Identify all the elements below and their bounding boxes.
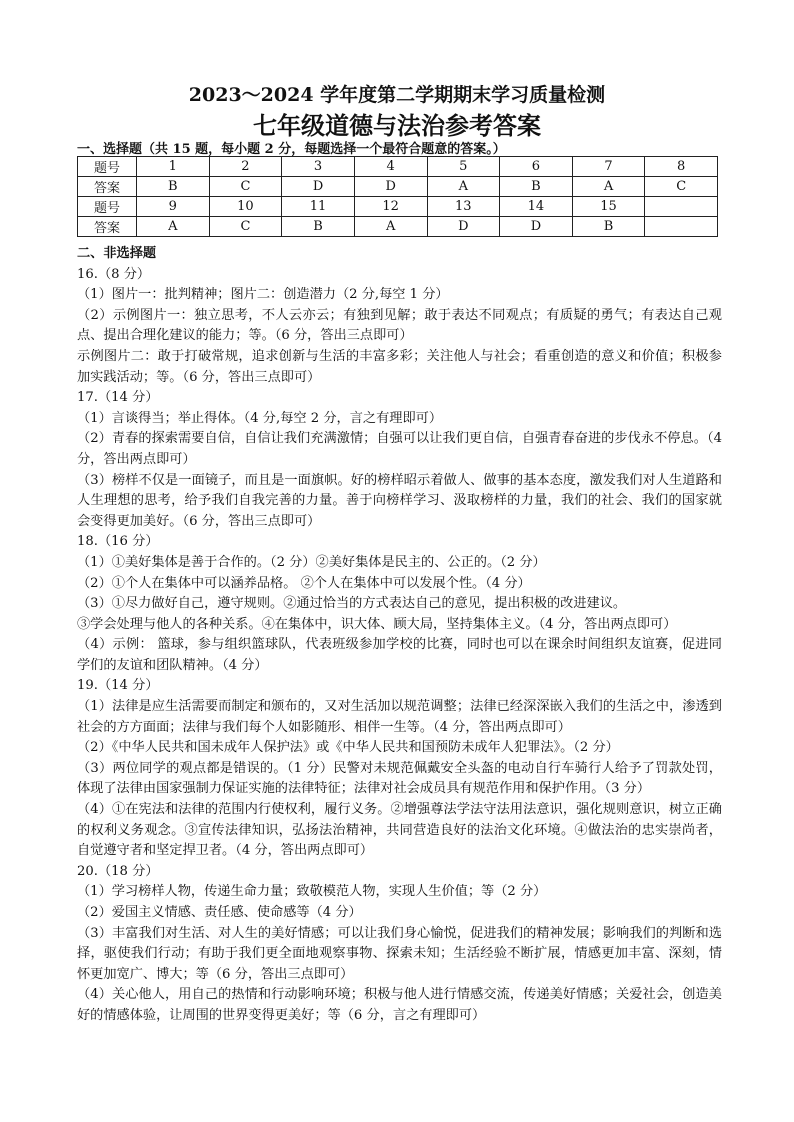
section2-heading: 二、非选择题 — [77, 246, 157, 261]
table-cell: B — [137, 177, 210, 197]
answer-line: 16.（8 分） — [77, 266, 151, 282]
table-cell: C — [209, 217, 282, 237]
table-cell: C — [645, 177, 718, 197]
table-cell — [645, 197, 718, 217]
table-cell: 题号 — [78, 157, 137, 177]
table-cell: D — [500, 217, 573, 237]
table-cell: 14 — [500, 197, 573, 217]
table-row — [78, 157, 718, 177]
answer-line: 示例图片二：敢于打破常规，追求创新与生活的丰富多彩；关注他人与社会；看重创造的意义和价值；积极参加实践活动；等。（6 分，答出三点即可） — [77, 348, 722, 385]
table-row — [78, 177, 718, 197]
table-cell: 15 — [572, 197, 645, 217]
table-cell: D — [282, 177, 355, 197]
table-cell: 6 — [500, 157, 573, 177]
table-cell: D — [427, 217, 500, 237]
table-cell: 11 — [282, 197, 355, 217]
exam-title: 2023～2024 学年度第二学期期末学习质量检测 — [188, 84, 606, 106]
table-cell: A — [572, 177, 645, 197]
table-cell: D — [354, 177, 427, 197]
answer-line: （1）①美好集体是善于合作的。（2 分）②美好集体是民主的、公正的。（2 分） — [77, 554, 546, 570]
table-cell: 2 — [209, 157, 282, 177]
table-cell — [645, 217, 718, 237]
table-cell: 7 — [572, 157, 645, 177]
answer-body — [77, 244, 722, 1027]
table-cell: 4 — [354, 157, 427, 177]
table-cell: 8 — [645, 157, 718, 177]
answer-line: 17.（14 分） — [77, 390, 159, 406]
answer-line: 19.（14 分） — [77, 678, 159, 694]
table-cell: B — [572, 217, 645, 237]
answer-line: （2）示例图片一：独立思考，不人云亦云；有独到见解；敢于表达不同观点；有质疑的勇气；有表达自己观点、提出合理化建议的能力；等。（6 分，答出三点即可） — [77, 307, 722, 344]
answer-line: （1）言谈得当；举止得体。（4 分,每空 2 分，言之有理即可） — [77, 410, 443, 426]
answer-line: （4）示例： 篮球，参与组织篮球队，代表班级参加学校的比赛，同时也可以在课余时间组织友谊赛，促进同学们的友谊和团队精神。（4 分） — [77, 637, 722, 673]
table-cell: 5 — [427, 157, 500, 177]
answer-line: （4）①在宪法和法律的范围内行使权利，履行义务。②增强尊法学法守法用法意识，强化规则意识，树立正确的权利义务观念。③宣传法律知识，弘扬法治精神，共同营造良好的法治文化环境。④做法治的忠实崇尚者，自觉遵守者和坚定捍卫者。（4 分，答出两点即可） — [77, 802, 722, 859]
table-cell: 13 — [427, 197, 500, 217]
answer-line: （1）图片一：批判精神；图片二：创造潜力（2 分,每空 1 分） — [77, 287, 449, 303]
table-cell: 10 — [209, 197, 282, 217]
answer-line: （3）榜样不仅是一面镜子，而且是一面旗帜。好的榜样昭示着做人、做事的基本态度，激发我们对人生道路和人生理想的思考，给予我们自我完善的力量。善于向榜样学习、汲取榜样的力量，我们的社会、我们的国家就会变得更加美好。（6 分，答出三点即可） — [77, 472, 722, 529]
table-row — [78, 197, 718, 217]
table-cell: 题号 — [78, 197, 137, 217]
table-cell: 9 — [137, 197, 210, 217]
table-cell: B — [500, 177, 573, 197]
answer-line: （2）青春的探索需要自信，自信让我们充满激情；自强可以让我们更自信，自强青春奋进的步伐永不停息。（4 分，答出两点即可） — [77, 431, 722, 467]
answer-table — [77, 156, 718, 237]
table-cell: 3 — [282, 157, 355, 177]
table-cell: 12 — [354, 197, 427, 217]
answer-line: ③学会处理与他人的各种关系。④在集体中，识大体、顾大局，坚持集体主义。（4 分，答出两点即可） — [77, 616, 677, 632]
table-cell: B — [282, 217, 355, 237]
answer-line: （1）学习榜样人物，传递生命力量；致敬模范人物，实现人生价值；等（2 分） — [77, 884, 547, 900]
answer-line: 20.（18 分） — [77, 863, 159, 879]
answer-key-title: 七年级道德与法治参考答案 — [253, 111, 541, 140]
section1-heading: 一、选择题（共 15 题，每小题 2 分，每题选择一个最符合题意的答案。） — [77, 142, 506, 157]
table-cell: C — [209, 177, 282, 197]
answer-line: （3）丰富我们对生活、对人生的美好情感；可以让我们身心愉悦，促进我们的精神发展；影响我们的判断和选择，驱使我们行动；有助于我们更全面地观察事物、探索未知；生活经验不断扩展，情感更加丰富、深刻，情怀更加宽广、博大；等（6 分，答出三点即可） — [77, 925, 722, 982]
table-cell: A — [427, 177, 500, 197]
table-cell: 答案 — [78, 217, 137, 237]
answer-line: （2）《中华人民共和国未成年人保护法》或《中华人民共和国预防未成年人犯罪法》。（2 分） — [77, 740, 619, 756]
table-cell: 答案 — [78, 177, 137, 197]
answer-line: （4）关心他人，用自己的热情和行动影响环境；积极与他人进行情感交流，传递美好情感；关爱社会，创造美好的情感体验，让周围的世界变得更美好；等（6 分，言之有理即可） — [77, 987, 722, 1023]
table-cell: A — [354, 217, 427, 237]
table-cell: A — [137, 217, 210, 237]
table-cell: 1 — [137, 157, 210, 177]
answer-line: （2）①个人在集体中可以涵养品格。 ②个人在集体中可以发展个性。（4 分） — [77, 575, 531, 591]
answer-line: （2）爱国主义情感、责任感、使命感等（4 分） — [77, 905, 362, 920]
answer-line: （1）法律是应生活需要而制定和颁布的，又对生活加以规范调整；法律已经深深嵌入我们的生活之中，渗透到社会的方方面面；法律与我们每个人如影随形、相伴一生等。（4 分，答出两点即可） — [77, 699, 722, 735]
answer-line: （3）两位同学的观点都是错误的。（1 分）民警对未规范佩戴安全头盔的电动自行车骑行人给予了罚款处罚，体现了法律由国家强制力保证实施的法律特征；法律对社会成员具有规范作用和保护作用。（3 分） — [77, 760, 722, 797]
answer-line: （3）①尽力做好自己，遵守规则。②通过恰当的方式表达自己的意见，提出积极的改进建议。 — [77, 596, 627, 612]
answer-line: 18.（16 分） — [77, 534, 159, 550]
table-row — [78, 217, 718, 237]
